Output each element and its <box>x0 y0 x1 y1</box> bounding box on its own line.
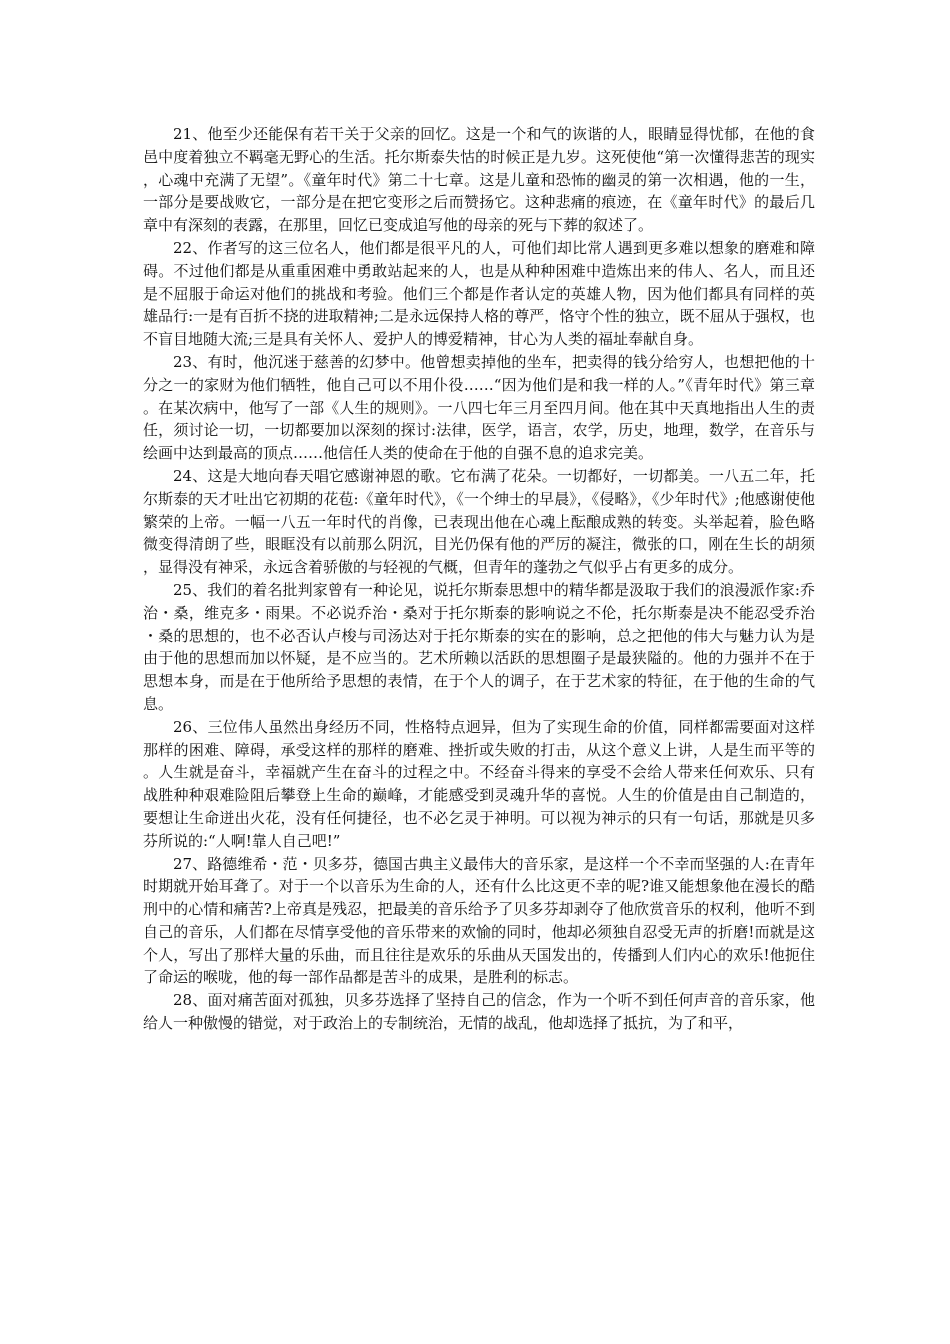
paragraph-23: 23、有时，他沉迷于慈善的幻梦中。他曾想卖掉他的坐车，把卖得的钱分给穷人，也想把他的十分之一的家财为他们牺牲，他自己可以不用仆役……“因为他们是和我一样的人。”《青年时代》第三章。在某次病中，他写了一部《人生的规则》。一八四七年三月至四月间。他在其中天真地指出人生的责任，须讨论一切，一切都要加以深刻的探讨:法律，医学，语言，农学，历史，地理，数学，在音乐与绘画中达到最高的顶点……他信任人类的使命在于他的自强不息的追求完美。 <box>143 352 815 463</box>
paragraph-21: 21、他至少还能保有若干关于父亲的回忆。这是一个和气的诙谐的人，眼睛显得忧郁，在他的食邑中度着独立不羁毫无野心的生活。托尔斯泰失怙的时候正是九岁。这死使他“第一次懂得悲苦的现实，心魂中充满了无望”。《童年时代》第二十七章。这是儿童和恐怖的幽灵的第一次相遇，他的一生，一部分是要战败它，一部分是在把它变形之后而赞扬它。这种悲痛的痕迹，在《童年时代》的最后几章中有深刻的表露，在那里，回忆已变成追写他的母亲的死与下葬的叙述了。 <box>143 125 815 235</box>
paragraph-24: 24、这是大地向春天唱它感谢神恩的歌。它布满了花朵。一切都好，一切都美。一八五二年，托尔斯泰的天才吐出它初期的花苞:《童年时代》，《一个绅士的早晨》，《侵略》，《少年时代》;他感谢使他繁荣的上帝。一幅一八五一年时代的肖像，已表现出他在心魂上酝酿成熟的转变。头举起着，脸色略微变得清朗了些，眼眶没有以前那么阴沉，目光仍保有他的严厉的凝注，微张的口，刚在生长的胡须，显得没有神采，永远含着骄傲的与轻视的气概，但青年的蓬勃之气似乎占有更多的成分。 <box>143 466 815 577</box>
document-body <box>143 123 815 1035</box>
paragraph-22: 22、作者写的这三位名人，他们都是很平凡的人，可他们却比常人遇到更多难以想象的磨难和障碍。不过他们都是从重重困难中勇敢站起来的人，也是从种种困难中造炼出来的伟人、名人，而且还是不屈服于命运对他们的挑战和考验。他们三个都是作者认定的英雄人物，因为他们都具有同样的英雄品行:一是有百折不挠的进取精神;二是永远保持人格的尊严，恪守个性的独立，既不屈从于强权，也不盲目地随大流;三是具有关怀人、爱护人的博爱精神，甘心为人类的福址奉献自身。 <box>143 238 815 349</box>
paragraph-28: 28、面对痛苦面对孤独，贝多芬选择了坚持自己的信念，作为一个听不到任何声音的音乐家，他给人一种傲慢的错觉，对于政治上的专制统治，无情的战乱，他却选择了抵抗，为了和平， <box>143 991 815 1033</box>
paragraph-25: 25、我们的着名批判家曾有一种论见，说托尔斯泰思想中的精华都是汲取于我们的浪漫派作家:乔治・桑，维克多・雨果。不必说乔治・桑对于托尔斯泰的影响说之不伦，托尔斯泰是决不能忍受乔治・桑的思想的，也不必否认卢梭与司汤达对于托尔斯泰的实在的影响，总之把他的伟大与魅力认为是由于他的思想而加以怀疑，是不应当的。艺术所赖以活跃的思想圈子是最狭隘的。他的力强并不在于思想本身，而是在于他所给予思想的表情，在于个人的调子，在于艺术家的特征，在于他的生命的气息。 <box>143 580 815 713</box>
paragraph-27: 27、路德维希・范・贝多芬，德国古典主义最伟大的音乐家，是这样一个不幸而坚强的人:在青年时期就开始耳聋了。对于一个以音乐为生命的人，还有什么比这更不幸的呢?谁又能想象他在漫长的酷刑中的心情和痛苦?上帝真是残忍，把最美的音乐给予了贝多芬却剥夺了他欣赏音乐的权利，他听不到自己的音乐，人们都在尽情享受他的音乐带来的欢愉的同时，他却必须独自忍受无声的折磨!而就是这个人，写出了那样大量的乐曲，而且往往是欢乐的乐曲从天国发出的，传播到人们内心的欢乐!他扼住了命运的喉咙，他的每一部作品都是苦斗的成果，是胜利的标志。 <box>143 854 815 987</box>
paragraph-26: 26、三位伟人虽然出身经历不同，性格特点迥异，但为了实现生命的价值，同样都需要面对这样那样的困难、障碍，承受这样的那样的磨难、挫折或失败的打击，从这个意义上讲，人是生而平等的。人生就是奋斗，幸福就产生在奋斗的过程之中。不经奋斗得来的享受不会给人带来任何欢乐、只有战胜种种艰难险阻后攀登上生命的巅峰，才能感受到灵魂升华的喜悦。人生的价值是由自己制造的，要想让生命迸出火花，没有任何捷径，也不必乞灵于神明。可以视为神示的只有一句话，那就是贝多芬所说的:“人啊!靠人自己吧!” <box>143 717 815 850</box>
